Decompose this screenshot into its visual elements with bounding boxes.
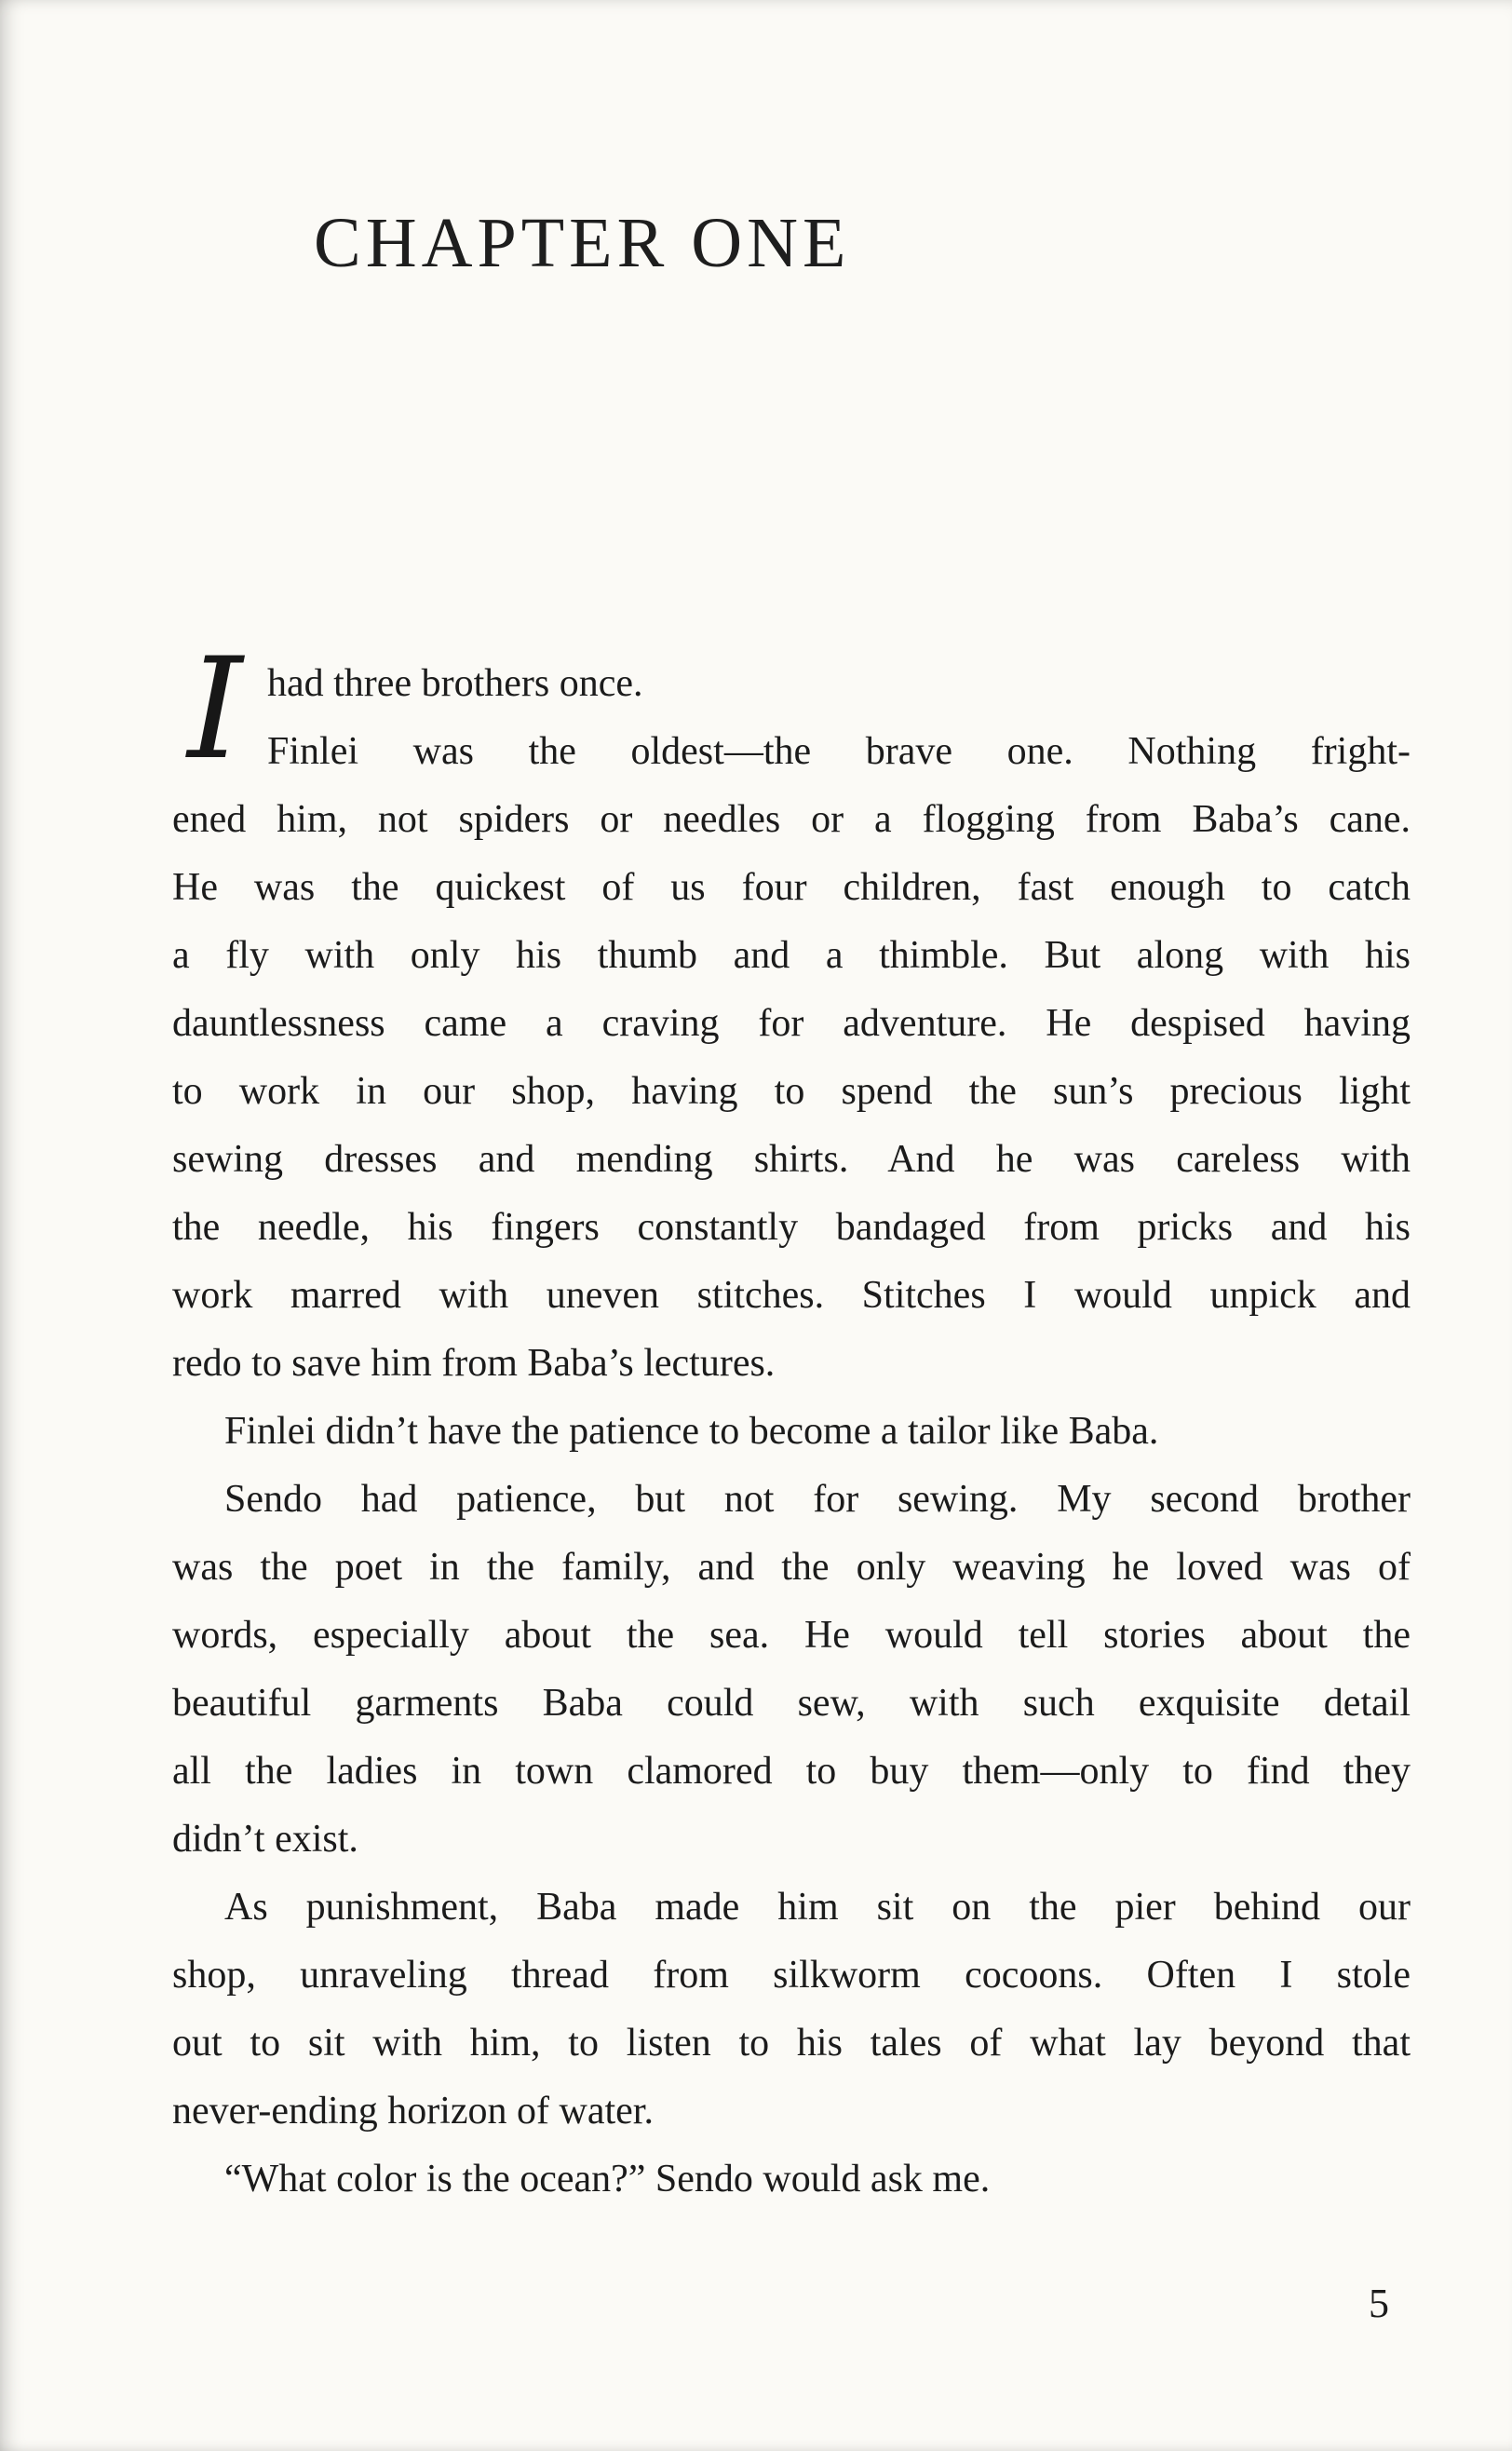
text-line: He was the quickest of us four children, fast enough to catch [172,866,1411,909]
text-line: As punishment, Baba made him sit on the pier behind our [224,1886,1411,1929]
text-line: work marred with uneven stitches. Stitches I would unpick and [172,1274,1411,1317]
text-line: had three brothers once. [267,662,643,705]
body-text [172,629,1411,2214]
drop-cap-letter: I [187,629,243,791]
text-line: out to sit with him, to listen to his tales of what lay beyond that [172,2022,1411,2065]
text-line: the needle, his fingers constantly bandaged from pricks and his [172,1206,1411,1249]
text-line: Sendo had patience, but not for sewing. My second brother [224,1478,1411,1521]
text-line: never-ending horizon of water. [172,2090,654,2133]
text-line: all the ladies in town clamored to buy them—only to find they [172,1750,1411,1793]
text-line: to work in our shop, having to spend the sun’s precious light [172,1070,1411,1113]
text-line: beautiful garments Baba could sew, with such exquisite detail [172,1682,1411,1725]
chapter-title: CHAPTER ONE [314,204,851,282]
text-line: ened him, not spiders or needles or a flogging from Baba’s cane. [172,798,1411,841]
text-line: dauntlessness came a craving for adventure. He despised having [172,1002,1411,1045]
text-line: words, especially about the sea. He would tell stories about the [172,1614,1411,1657]
text-line: redo to save him from Baba’s lectures. [172,1342,776,1385]
text-line: “What color is the ocean?” Sendo would ask me. [224,2158,991,2200]
text-line: Finlei was the oldest—the brave one. Nothing fright- [267,730,1411,773]
text-line: didn’t exist. [172,1818,358,1861]
text-line: was the poet in the family, and the only weaving he loved was of [172,1546,1411,1589]
page-number: 5 [1369,2281,1389,2326]
text-line: shop, unraveling thread from silkworm cocoons. Often I stole [172,1954,1411,1997]
text-line: sewing dresses and mending shirts. And he was careless with [172,1138,1411,1181]
text-line: Finlei didn’t have the patience to become a tailor like Baba. [224,1410,1159,1453]
text-line: a fly with only his thumb and a thimble. But along with his [172,934,1411,977]
